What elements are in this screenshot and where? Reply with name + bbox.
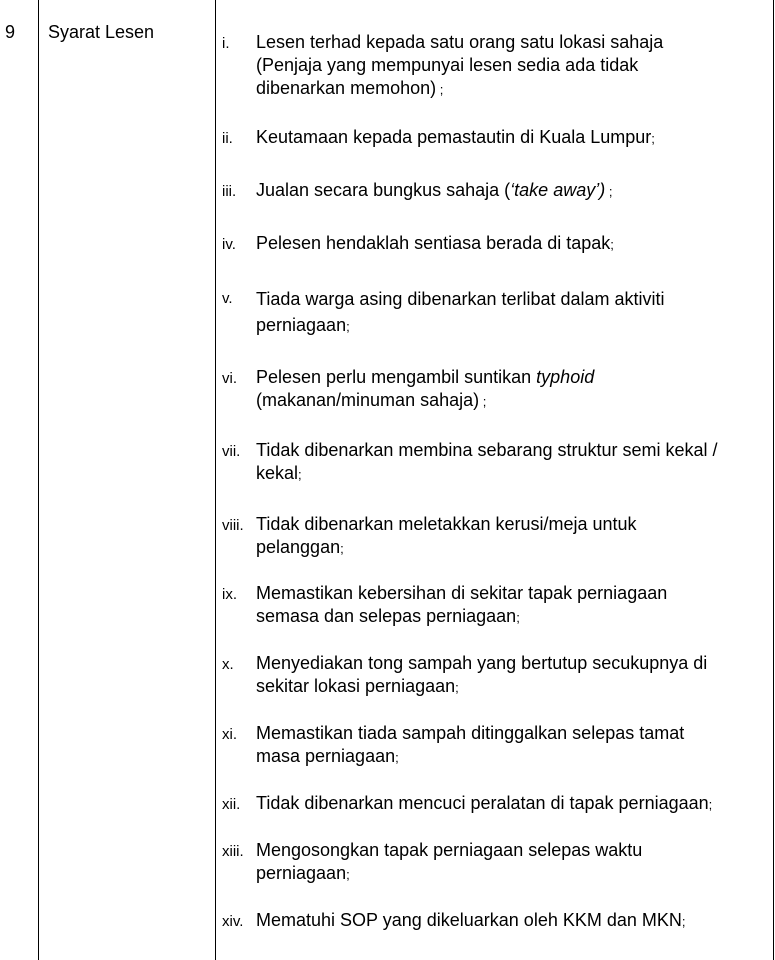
item-text: Lesen terhad kepada satu orang satu lokasi sahaja bbox=[256, 32, 664, 52]
item-numeral: ii. bbox=[222, 130, 233, 147]
item-text: Tidak dibenarkan mencuci peralatan di tapak perniagaan bbox=[256, 793, 709, 813]
item-text: perniagaan bbox=[256, 315, 347, 335]
item-numeral: i. bbox=[222, 35, 230, 52]
item-italic-text: ‘take away’) bbox=[510, 180, 606, 200]
item-italic-text: typhoid bbox=[536, 367, 595, 387]
list-item bbox=[222, 366, 772, 413]
row-label: Syarat Lesen bbox=[48, 22, 155, 42]
item-terminator: ; bbox=[455, 680, 459, 695]
item-text: Menyediakan tong sampah yang bertutup secukupnya di bbox=[256, 653, 708, 673]
item-text: masa perniagaan bbox=[256, 746, 396, 766]
item-terminator: ; bbox=[681, 914, 686, 929]
item-text: Tiada warga asing dibenarkan terlibat dalam aktiviti bbox=[256, 289, 665, 309]
item-terminator: ; bbox=[436, 82, 444, 97]
item-terminator: ; bbox=[346, 867, 350, 882]
item-numeral: xi. bbox=[222, 726, 237, 743]
item-text: Keutamaan kepada pemastautin di Kuala Lumpur bbox=[256, 127, 652, 147]
list-item bbox=[222, 513, 772, 560]
list-item bbox=[222, 652, 772, 699]
list-item bbox=[222, 286, 772, 340]
list-item bbox=[222, 792, 772, 816]
list-item bbox=[222, 31, 772, 101]
item-numeral: xiv. bbox=[222, 913, 244, 930]
item-text: Pelesen perlu mengambil suntikan bbox=[256, 367, 537, 387]
item-terminator: ; bbox=[298, 467, 302, 482]
item-text: Tidak dibenarkan membina sebarang struktur semi kekal / bbox=[256, 440, 718, 460]
item-terminator: ; bbox=[516, 610, 520, 625]
item-text: Memastikan tiada sampah ditinggalkan selepas tamat bbox=[256, 723, 685, 743]
list-item bbox=[222, 839, 772, 886]
item-text: Pelesen hendaklah sentiasa berada di tapak bbox=[256, 233, 611, 253]
list-item bbox=[222, 582, 772, 629]
item-text: perniagaan bbox=[256, 863, 347, 883]
item-numeral: v. bbox=[222, 290, 233, 307]
list-item bbox=[222, 909, 772, 933]
column-divider bbox=[773, 0, 774, 960]
item-numeral: xii. bbox=[222, 796, 241, 813]
item-terminator: ; bbox=[610, 237, 614, 252]
list-item bbox=[222, 126, 772, 150]
item-terminator: ; bbox=[395, 750, 399, 765]
item-text: Memastikan kebersihan di sekitar tapak perniagaan bbox=[256, 583, 668, 603]
item-numeral: viii. bbox=[222, 517, 244, 534]
item-text: Mematuhi SOP yang dikeluarkan oleh KKM dan MKN bbox=[256, 910, 682, 930]
list-item bbox=[222, 439, 772, 486]
item-numeral: xiii. bbox=[222, 843, 244, 860]
column-divider bbox=[215, 0, 216, 960]
item-terminator: ; bbox=[651, 131, 655, 146]
item-text: (makanan/minuman sahaja) bbox=[256, 390, 480, 410]
item-numeral: vii. bbox=[222, 443, 241, 460]
item-text: semasa dan selepas perniagaan bbox=[256, 606, 517, 626]
column-divider bbox=[38, 0, 39, 960]
item-text: dibenarkan memohon) bbox=[256, 78, 437, 98]
item-terminator: ; bbox=[708, 797, 713, 812]
item-numeral: vi. bbox=[222, 370, 237, 387]
item-text: (Penjaja yang mempunyai lesen sedia ada tidak bbox=[256, 55, 639, 75]
list-item bbox=[222, 232, 772, 256]
list-item bbox=[222, 179, 772, 203]
item-terminator: ; bbox=[605, 184, 613, 199]
item-terminator: ; bbox=[479, 394, 487, 409]
item-terminator: ; bbox=[346, 319, 350, 334]
row-number: 9 bbox=[5, 22, 16, 42]
item-numeral: iii. bbox=[222, 183, 237, 200]
item-numeral: iv. bbox=[222, 236, 236, 253]
item-text: pelanggan bbox=[256, 537, 341, 557]
list-item bbox=[222, 722, 772, 769]
item-text: Tidak dibenarkan meletakkan kerusi/meja untuk bbox=[256, 514, 637, 534]
item-numeral: x. bbox=[222, 656, 234, 673]
conditions-list bbox=[222, 31, 772, 933]
item-numeral: ix. bbox=[222, 586, 237, 603]
item-terminator: ; bbox=[340, 541, 344, 556]
item-text: Jualan secara bungkus sahaja ( bbox=[256, 180, 511, 200]
item-text: sekitar lokasi perniagaan bbox=[256, 676, 456, 696]
item-text: Mengosongkan tapak perniagaan selepas waktu bbox=[256, 840, 643, 860]
item-text: kekal bbox=[256, 463, 299, 483]
